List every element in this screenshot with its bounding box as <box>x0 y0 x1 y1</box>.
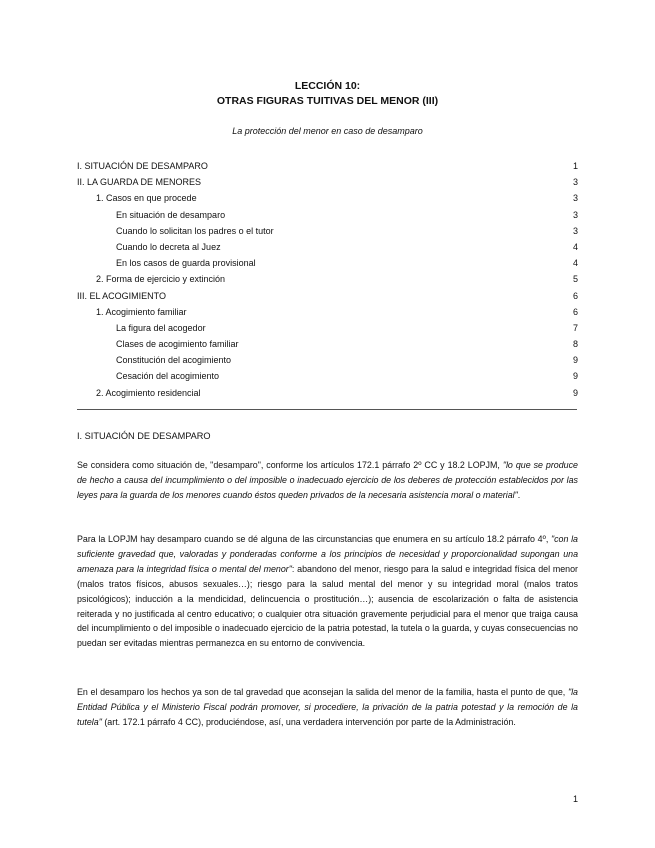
paragraph-text: . <box>517 489 521 500</box>
toc-entry[interactable] <box>77 223 578 239</box>
toc-entry-page: 9 <box>572 371 578 382</box>
toc-entry-label: 2. Acogimiento residencial <box>96 387 201 398</box>
toc-entry[interactable] <box>77 385 578 401</box>
toc-entry[interactable] <box>77 255 578 271</box>
section-heading: I. SITUACIÓN DE DESAMPARO <box>77 431 211 441</box>
paragraph-text: Se considera como situación de, "desamparo", conforme los artículos 172.1 párrafo 2º CC y 18.2 LOPJM, <box>77 460 503 470</box>
toc-entry-label: II. LA GUARDA DE MENORES <box>77 177 202 188</box>
toc-entry-page: 9 <box>572 355 578 366</box>
toc-entry-label: En situación de desamparo <box>116 209 226 220</box>
toc-entry[interactable] <box>77 271 578 287</box>
toc-entry-label: Cuando lo solicitan los padres o el tutor <box>116 225 274 236</box>
paragraph <box>77 458 578 503</box>
paragraph-text: En el desamparo los hechos ya son de tal gravedad que aconsejan la salida del menor de la familia, hasta el punto de que, <box>77 687 568 697</box>
toc-entry-page: 3 <box>572 193 578 204</box>
toc-entry-label: I. SITUACIÓN DE DESAMPARO <box>77 161 208 171</box>
lesson-subject: OTRAS FIGURAS TUITIVAS DEL MENOR (III) <box>216 95 439 107</box>
toc-entry-page: 4 <box>572 258 578 269</box>
toc-entry[interactable] <box>77 368 578 384</box>
toc-entry[interactable] <box>77 288 578 304</box>
lesson-subtitle: La protección del menor en caso de desamparo <box>232 126 423 136</box>
toc-entry[interactable] <box>77 304 578 320</box>
toc-entry-label: 2. Forma de ejercicio y extinción <box>96 274 226 285</box>
toc-entry-label: III. EL ACOGIMIENTO <box>77 290 167 301</box>
toc-entry-page: 3 <box>572 177 578 188</box>
page-number: 1 <box>572 794 578 804</box>
toc-entry[interactable] <box>77 158 578 174</box>
toc-entry-page: 3 <box>572 209 578 220</box>
toc-entry-label: La figura del acogedor <box>116 322 206 333</box>
toc-entry[interactable] <box>77 352 578 368</box>
toc-entry-page: 5 <box>572 274 578 285</box>
paragraph-quote: "con la suficiente gravedad que, valoradas y ponderadas conforme a los principios de necesidad y proporcionalidad supongan una amenaza para la integridad física o mental del menor" <box>77 534 578 574</box>
toc-entry-page: 6 <box>572 306 578 317</box>
toc-entry[interactable] <box>77 207 578 223</box>
toc-divider <box>77 409 577 410</box>
toc-entry-page: 6 <box>572 290 578 301</box>
toc-entry-label: 1. Casos en que procede <box>96 193 197 204</box>
paragraph-text: : abandono del menor, riesgo para la salud e integridad física del menor (malos tratos físicos, abusos sexuales…); riesgo para la salud mental del menor y su integridad moral (malos tratos psicológicos); inducción a la mendicidad, delincuencia o prostitución…); ausencia de escolarización o falta de asistencia reiterada y no justificada al centro educativo; o cualquier otra situación gravemente perjudicial para el menor que traiga causa del incumplimiento o del imposible o inadecuado ejercicio de la patria potestad, la tutela o la guarda, y cuyas consecuencias no puedan ser evitadas mientras permanezca en su entorno de convivencia. <box>77 563 578 649</box>
table-of-contents <box>77 158 578 401</box>
toc-entry-label: Cesación del acogimiento <box>116 371 220 382</box>
paragraph-text: Para la LOPJM hay desamparo cuando se dé alguna de las circunstancias que enumera en su artículo 18.2 párrafo 4º, <box>77 534 551 544</box>
paragraph <box>77 532 578 651</box>
paragraph <box>77 685 578 730</box>
toc-entry[interactable] <box>77 174 578 190</box>
toc-entry[interactable] <box>77 336 578 352</box>
toc-entry-label: Constitución del acogimiento <box>116 355 232 366</box>
toc-entry-page: 3 <box>572 225 578 236</box>
toc-entry-page: 1 <box>572 161 578 171</box>
toc-entry-label: En los casos de guarda provisional <box>116 258 256 269</box>
toc-entry[interactable] <box>77 190 578 206</box>
toc-entry-page: 7 <box>572 322 578 333</box>
toc-entry-label: 1. Acogimiento familiar <box>96 306 187 317</box>
toc-entry-label: Cuando lo decreta al Juez <box>116 241 221 252</box>
toc-entry-page: 4 <box>572 241 578 252</box>
lesson-title: LECCIÓN 10: <box>294 80 361 92</box>
toc-entry-page: 8 <box>572 339 578 350</box>
toc-entry[interactable] <box>77 239 578 255</box>
toc-entry-page: 9 <box>572 387 578 398</box>
paragraph-quote: "la Entidad Pública y el Ministerio Fiscal podrán promover, si procediere, la privación de la patria potestad y la remoción de la tutela" <box>77 687 578 727</box>
toc-entry[interactable] <box>77 320 578 336</box>
paragraph-quote: "lo que se produce de hecho a causa del incumplimiento o del imposible o inadecuado ejercicio de los deberes de protección establecidos por las leyes para la guarda de los menores cuando éstos queden privados de la necesaria asistencia moral o material" <box>77 460 578 500</box>
paragraph-text: (art. 172.1 párrafo 4 CC), produciéndose, así, una verdadera intervención por parte de la Administración. <box>101 716 516 727</box>
toc-entry-label: Clases de acogimiento familiar <box>116 339 239 350</box>
